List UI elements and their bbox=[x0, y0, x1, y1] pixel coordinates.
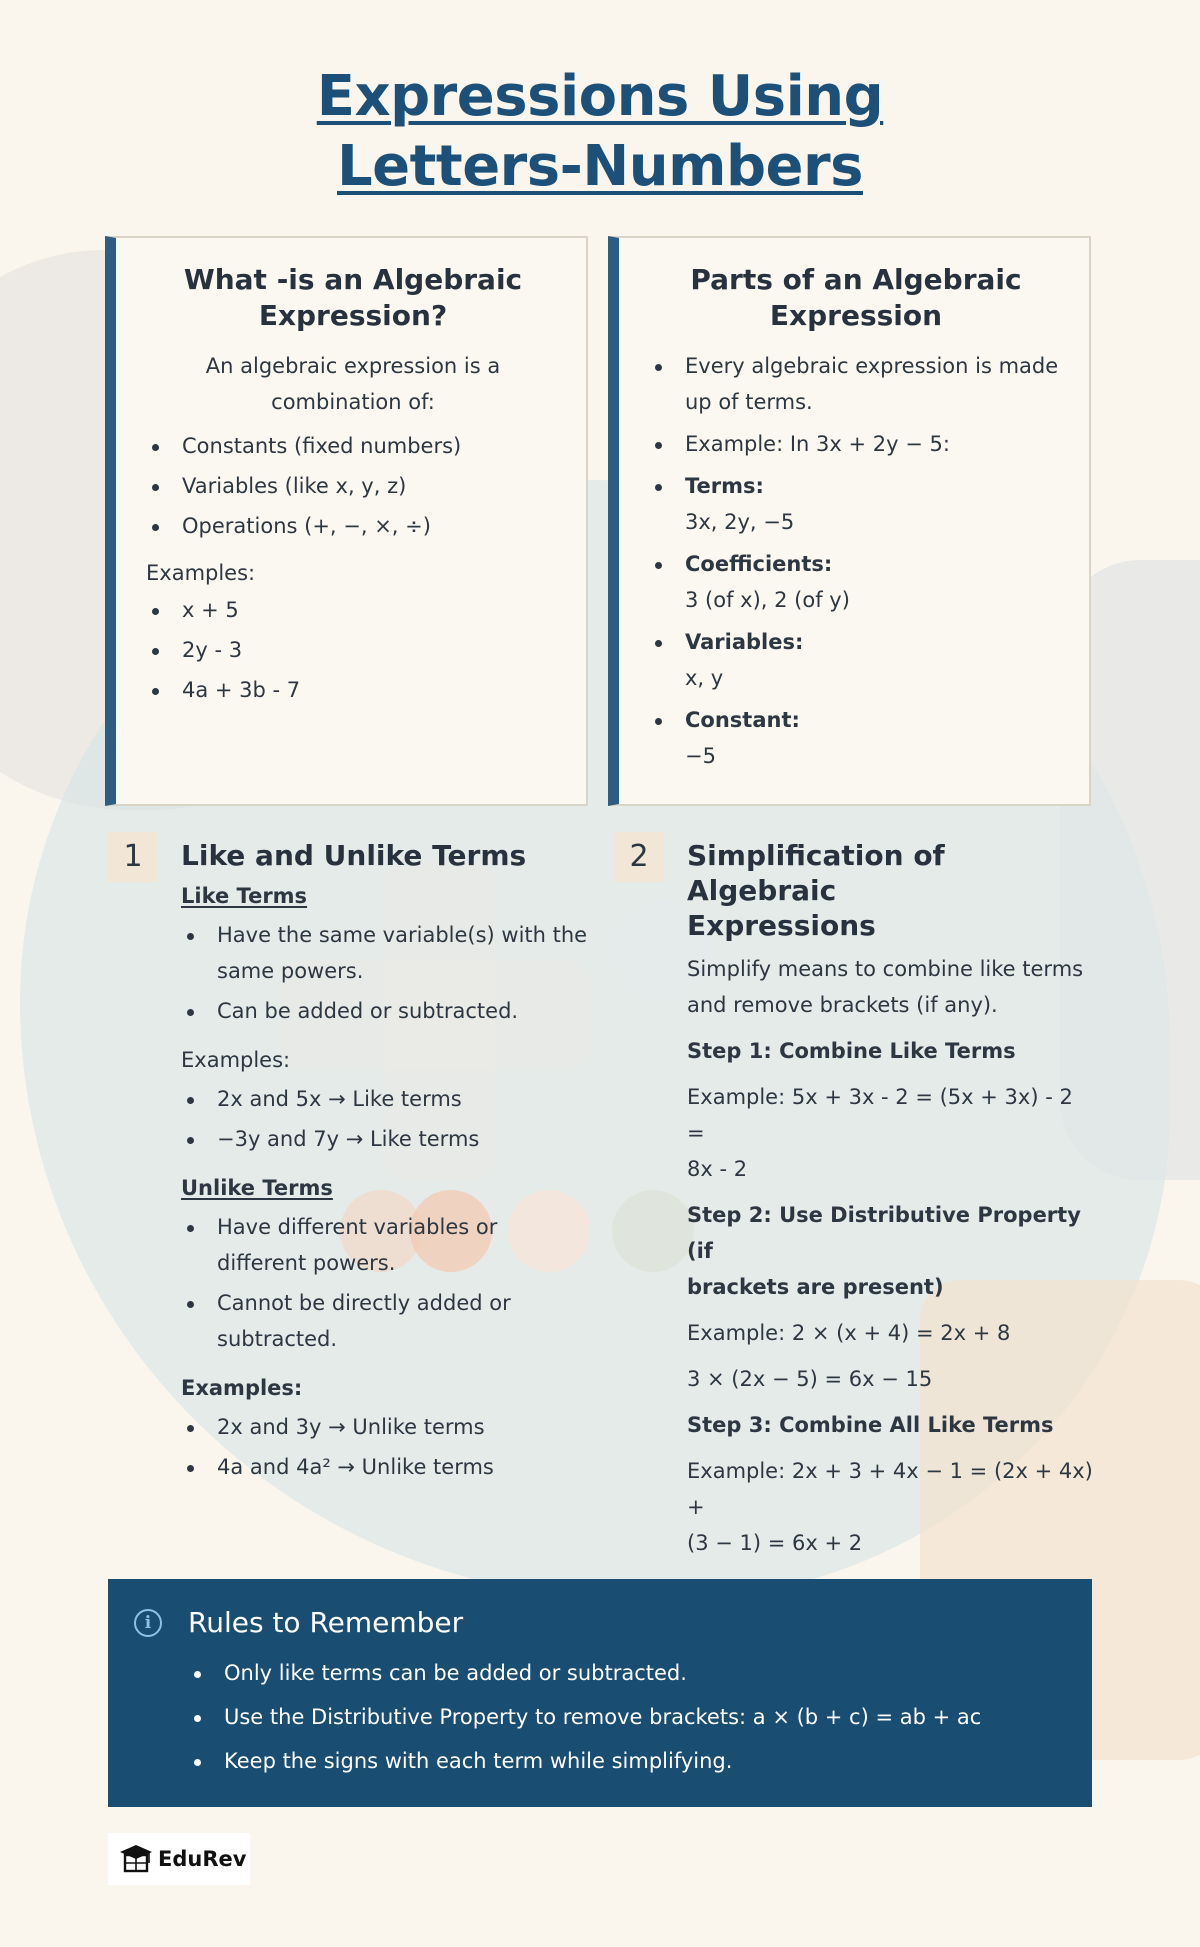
section-intro: Simplify means to combine like terms and remove brackets (if any). bbox=[687, 957, 1084, 1017]
graduation-cap-icon bbox=[118, 1841, 154, 1877]
card-heading: Parts of an Algebraic Expression bbox=[690, 263, 1022, 332]
list-item: Variables (like x, y, z) bbox=[146, 468, 560, 504]
edurev-logo[interactable] bbox=[108, 1833, 250, 1885]
page-title-line2: Letters-Numbers bbox=[337, 134, 863, 199]
list-item: x + 5 bbox=[146, 592, 560, 628]
list-item: Have different variables or different powers. bbox=[181, 1209, 598, 1281]
section-heading: Simplification of Algebraic Expressions bbox=[687, 839, 945, 942]
list-item: Every algebraic expression is made up of terms. bbox=[649, 348, 1063, 420]
unlike-examples-list bbox=[181, 1409, 598, 1485]
list-item-terms: Terms: 3x, 2y, −5 bbox=[649, 468, 1063, 540]
rules-heading: Rules to Remember bbox=[188, 1606, 464, 1639]
section-number-badge: 1 bbox=[108, 832, 158, 882]
list-item: 2x and 5x → Like terms bbox=[181, 1081, 598, 1117]
list-item: 2y - 3 bbox=[146, 632, 560, 668]
list-item: Cannot be directly added or subtracted. bbox=[181, 1285, 598, 1357]
step-3-example: Example: 2x + 3 + 4x − 1 = (2x + 4x) + (3 − 1) = 6x + 2 bbox=[687, 1459, 1093, 1555]
list-item-variables: Variables: x, y bbox=[649, 624, 1063, 696]
parts-list bbox=[649, 348, 1063, 774]
step-2-example: 3 × (2x − 5) = 6x − 15 bbox=[687, 1367, 933, 1391]
list-item: Keep the signs with each term while simplifying. bbox=[188, 1743, 1066, 1779]
simplification-section bbox=[614, 832, 1094, 1561]
examples-label: Examples: bbox=[181, 1376, 303, 1400]
like-terms-subheading: Like Terms bbox=[181, 884, 308, 908]
like-terms-list bbox=[181, 917, 598, 1029]
page-title-line1: Expressions Using bbox=[316, 64, 884, 129]
section-number-badge: 2 bbox=[614, 832, 664, 882]
step-3-heading: Step 3: Combine All Like Terms bbox=[687, 1413, 1054, 1437]
list-item: 4a + 3b - 7 bbox=[146, 672, 560, 708]
list-item: Example: In 3x + 2y − 5: bbox=[649, 426, 1063, 462]
algebraic-expression-definition-card bbox=[105, 236, 588, 806]
list-item: 4a and 4a² → Unlike terms bbox=[181, 1449, 598, 1485]
list-item: Operations (+, −, ×, ÷) bbox=[146, 508, 560, 544]
step-2-heading: Step 2: Use Distributive Property (if brackets are present) bbox=[687, 1203, 1081, 1299]
examples-list bbox=[146, 592, 560, 708]
step-1-example: Example: 5x + 3x - 2 = (5x + 3x) - 2 = 8x - 2 bbox=[687, 1085, 1073, 1181]
list-item: Can be added or subtracted. bbox=[181, 993, 598, 1029]
like-unlike-terms-section bbox=[108, 832, 598, 1489]
page-title bbox=[0, 62, 1200, 202]
like-examples-list bbox=[181, 1081, 598, 1157]
components-list bbox=[146, 428, 560, 544]
list-item-coefficients: Coefficients: 3 (of x), 2 (of y) bbox=[649, 546, 1063, 618]
info-icon: i bbox=[134, 1609, 162, 1637]
list-item: −3y and 7y → Like terms bbox=[181, 1121, 598, 1157]
step-1-heading: Step 1: Combine Like Terms bbox=[687, 1039, 1016, 1063]
section-heading: Like and Unlike Terms bbox=[181, 839, 527, 872]
list-item: Constants (fixed numbers) bbox=[146, 428, 560, 464]
unlike-terms-subheading: Unlike Terms bbox=[181, 1176, 333, 1200]
list-item: Have the same variable(s) with the same powers. bbox=[181, 917, 598, 989]
list-item-constant: Constant: −5 bbox=[649, 702, 1063, 774]
examples-label: Examples: bbox=[146, 561, 256, 585]
parts-of-expression-card bbox=[608, 236, 1091, 806]
rules-to-remember-box bbox=[108, 1579, 1092, 1807]
logo-text: EduRev bbox=[158, 1847, 247, 1871]
unlike-terms-list bbox=[181, 1209, 598, 1357]
rules-list bbox=[188, 1655, 1066, 1779]
card-heading: What -is an Algebraic Expression? bbox=[183, 263, 523, 332]
examples-label: Examples: bbox=[181, 1048, 291, 1072]
list-item: Only like terms can be added or subtracted. bbox=[188, 1655, 1066, 1691]
list-item: 2x and 3y → Unlike terms bbox=[181, 1409, 598, 1445]
list-item: Use the Distributive Property to remove brackets: a × (b + c) = ab + ac bbox=[188, 1699, 1066, 1735]
step-2-example: Example: 2 × (x + 4) = 2x + 8 bbox=[687, 1321, 1011, 1345]
card-intro: An algebraic expression is a combination of: bbox=[205, 354, 501, 414]
